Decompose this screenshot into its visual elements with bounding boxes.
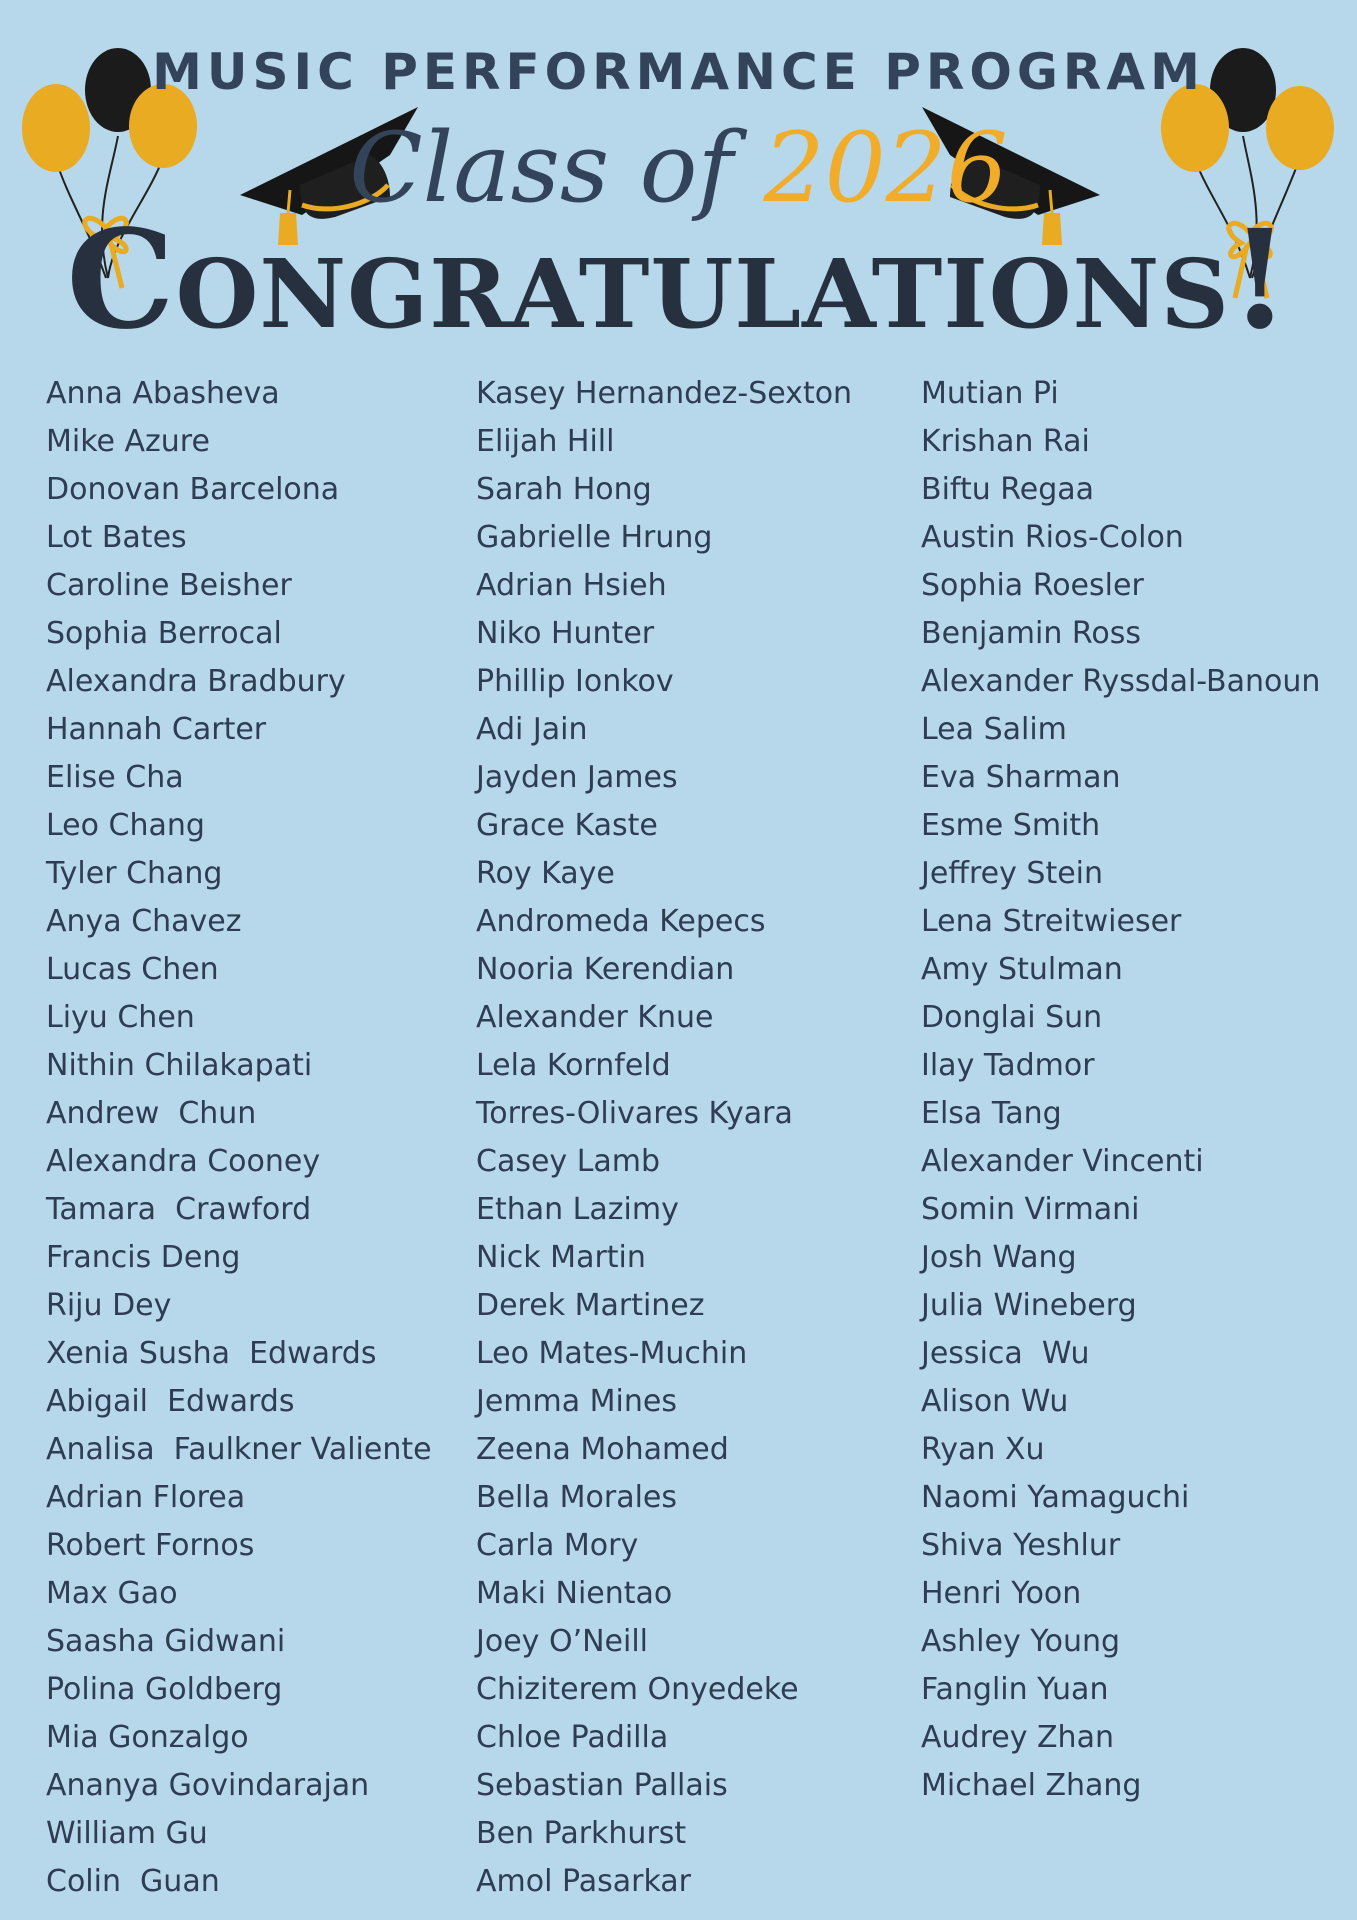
graduate-name: Kasey Hernandez-Sexton xyxy=(476,376,853,411)
graduate-name: Krishan Rai xyxy=(921,424,1090,459)
graduate-name: Elise Cha xyxy=(46,760,184,795)
graduate-name: Maki Nientao xyxy=(476,1576,673,1611)
graduate-name: Lela Kornfeld xyxy=(476,1048,671,1083)
graduate-name: Liyu Chen xyxy=(46,1000,195,1035)
graduate-name: Derek Martinez xyxy=(476,1288,705,1323)
congratulations-heading: Congratulations! xyxy=(66,200,1291,360)
graduate-name: Lucas Chen xyxy=(46,952,219,987)
graduate-name: Mutian Pi xyxy=(921,376,1059,411)
graduate-name: Alexander Vincenti xyxy=(921,1144,1204,1179)
graduate-names xyxy=(0,370,1357,1910)
graduate-name: Nick Martin xyxy=(476,1240,646,1275)
graduate-name: Tamara Crawford xyxy=(46,1192,312,1227)
graduate-name: Josh Wang xyxy=(921,1240,1077,1275)
graduate-name: Audrey Zhan xyxy=(921,1720,1114,1755)
graduate-name: Grace Kaste xyxy=(476,808,658,843)
names-column-3 xyxy=(921,370,1320,1810)
graduate-name: Anna Abasheva xyxy=(46,376,280,411)
graduate-name: Niko Hunter xyxy=(476,616,655,651)
graduate-name: Eva Sharman xyxy=(921,760,1121,795)
graduate-name: Ilay Tadmor xyxy=(921,1048,1095,1083)
graduate-name: Naomi Yamaguchi xyxy=(921,1480,1190,1515)
graduate-name: Alison Wu xyxy=(921,1384,1069,1419)
graduate-name: Donglai Sun xyxy=(921,1000,1103,1035)
graduate-name: William Gu xyxy=(46,1816,208,1851)
graduate-name: Jessica Wu xyxy=(921,1336,1090,1371)
graduate-name: Adi Jain xyxy=(476,712,588,747)
graduate-name: Somin Virmani xyxy=(921,1192,1140,1227)
graduate-name: Saasha Gidwani xyxy=(46,1624,286,1659)
graduate-name: Julia Wineberg xyxy=(921,1288,1137,1323)
graduate-name: Biftu Regaa xyxy=(921,472,1095,507)
graduate-name: Robert Fornos xyxy=(46,1528,255,1563)
graduate-name: Fanglin Yuan xyxy=(921,1672,1109,1707)
graduate-name: Analisa Faulkner Valiente xyxy=(46,1432,432,1467)
graduate-name: Xenia Susha Edwards xyxy=(46,1336,377,1371)
names-column-1 xyxy=(46,370,432,1906)
graduate-name: Hannah Carter xyxy=(46,712,267,747)
graduate-name: Adrian Florea xyxy=(46,1480,246,1515)
graduate-name: Roy Kaye xyxy=(476,856,615,891)
graduate-name: Ethan Lazimy xyxy=(476,1192,679,1227)
graduate-name: Sophia Roesler xyxy=(921,568,1144,603)
graduate-name: Bella Morales xyxy=(476,1480,678,1515)
names-column-2 xyxy=(476,370,852,1906)
graduate-name: Sebastian Pallais xyxy=(476,1768,728,1803)
graduate-name: Alexander Ryssdal-Banoun xyxy=(921,664,1321,699)
graduate-name: Carla Mory xyxy=(476,1528,639,1563)
graduate-name: Jemma Mines xyxy=(476,1384,677,1419)
graduate-name: Francis Deng xyxy=(46,1240,241,1275)
graduate-name: Abigail Edwards xyxy=(46,1384,295,1419)
graduate-name: Jeffrey Stein xyxy=(921,856,1104,891)
graduate-name: Caroline Beisher xyxy=(46,568,292,603)
graduate-name: Amol Pasarkar xyxy=(476,1864,692,1899)
graduate-name: Alexandra Bradbury xyxy=(46,664,346,699)
graduate-name: Amy Stulman xyxy=(921,952,1123,987)
graduate-name: Henri Yoon xyxy=(921,1576,1082,1611)
graduate-name: Ananya Govindarajan xyxy=(46,1768,370,1803)
graduate-name: Lena Streitwieser xyxy=(921,904,1182,939)
graduate-name: Polina Goldberg xyxy=(46,1672,283,1707)
graduate-name: Torres-Olivares Kyara xyxy=(476,1096,793,1131)
graduate-name: Michael Zhang xyxy=(921,1768,1142,1803)
graduate-name: Max Gao xyxy=(46,1576,178,1611)
graduate-name: Mike Azure xyxy=(46,424,210,459)
graduate-name: Chloe Padilla xyxy=(476,1720,669,1755)
graduate-name: Elsa Tang xyxy=(921,1096,1062,1131)
graduate-name: Chiziterem Onyedeke xyxy=(476,1672,799,1707)
graduate-name: Lot Bates xyxy=(46,520,187,555)
graduate-name: Sarah Hong xyxy=(476,472,652,507)
graduate-name: Andrew Chun xyxy=(46,1096,257,1131)
program-title: MUSIC PERFORMANCE PROGRAM xyxy=(152,43,1205,101)
graduate-name: Tyler Chang xyxy=(46,856,223,891)
graduate-name: Sophia Berrocal xyxy=(46,616,282,651)
graduate-name: Andromeda Kepecs xyxy=(476,904,766,939)
graduate-name: Mia Gonzalgo xyxy=(46,1720,249,1755)
graduate-name: Zeena Mohamed xyxy=(476,1432,729,1467)
graduate-name: Casey Lamb xyxy=(476,1144,661,1179)
class-year: 2026 xyxy=(763,112,1008,224)
graduate-name: Esme Smith xyxy=(921,808,1101,843)
graduate-name: Leo Mates-Muchin xyxy=(476,1336,748,1371)
graduate-name: Benjamin Ross xyxy=(921,616,1141,651)
graduate-name: Nithin Chilakapati xyxy=(46,1048,313,1083)
graduate-name: Leo Chang xyxy=(46,808,205,843)
graduate-name: Anya Chavez xyxy=(46,904,242,939)
graduate-name: Alexandra Cooney xyxy=(46,1144,321,1179)
graduate-name: Jayden James xyxy=(476,760,678,795)
graduate-name: Alexander Knue xyxy=(476,1000,714,1035)
graduate-name: Phillip Ionkov xyxy=(476,664,674,699)
graduate-name: Donovan Barcelona xyxy=(46,472,340,507)
graduate-name: Nooria Kerendian xyxy=(476,952,735,987)
graduate-name: Ben Parkhurst xyxy=(476,1816,687,1851)
graduate-name: Joey O’Neill xyxy=(476,1624,649,1659)
graduate-name: Shiva Yeshlur xyxy=(921,1528,1121,1563)
graduate-name: Ashley Young xyxy=(921,1624,1121,1659)
graduate-name: Riju Dey xyxy=(46,1288,172,1323)
graduate-name: Adrian Hsieh xyxy=(476,568,667,603)
graduate-name: Ryan Xu xyxy=(921,1432,1045,1467)
graduate-name: Lea Salim xyxy=(921,712,1067,747)
graduate-name: Gabrielle Hrung xyxy=(476,520,713,555)
class-of-label: Class of xyxy=(349,112,733,224)
graduate-name: Austin Rios-Colon xyxy=(921,520,1184,555)
graduate-name: Elijah Hill xyxy=(476,424,615,459)
graduate-name: Colin Guan xyxy=(46,1864,220,1899)
